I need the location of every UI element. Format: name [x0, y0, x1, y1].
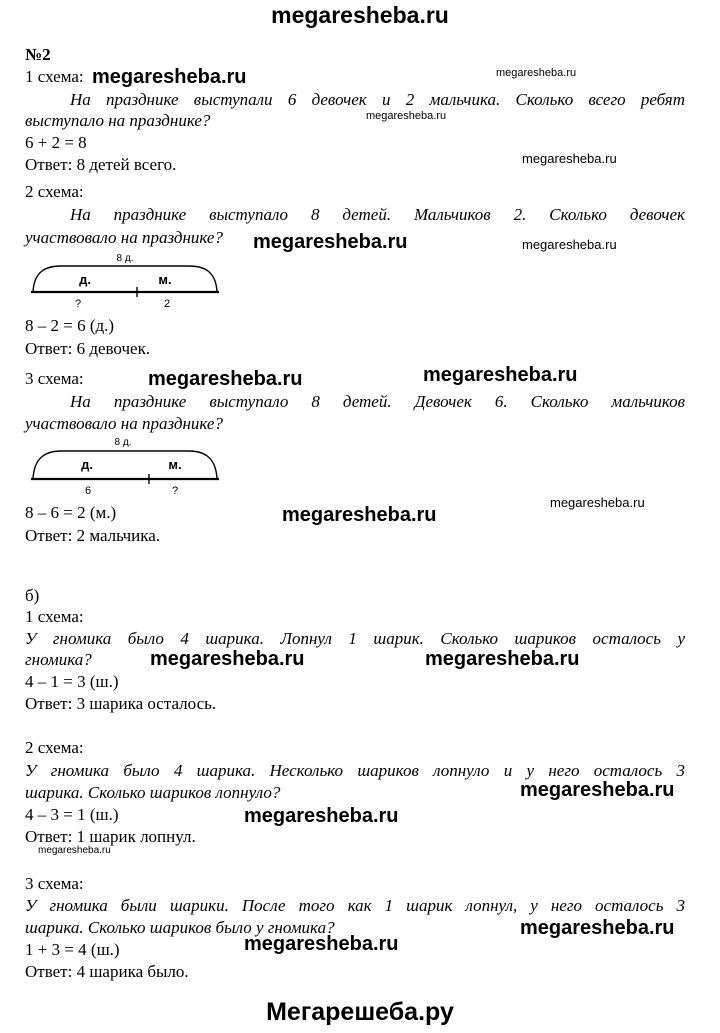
a-scheme2-problem-line2: участвовало на празднике?	[25, 228, 223, 247]
b-scheme1-equation: 4 – 1 = 3 (ш.)	[25, 672, 119, 691]
a-scheme2-equation: 8 – 2 = 6 (д.)	[25, 316, 115, 335]
a-scheme2-segment-diagram	[25, 250, 225, 314]
a-scheme3-answer: Ответ: 2 мальчика.	[25, 526, 161, 545]
watermark: megaresheba.ru	[92, 66, 247, 88]
b-scheme3-equation: 1 + 3 = 4 (ш.)	[25, 940, 120, 959]
b-scheme3-problem-line2: шарика. Сколько шариков было у гномика?	[25, 918, 335, 937]
watermark-small: megaresheba.ru	[496, 67, 577, 79]
a-scheme1-label: 1 схема:	[25, 67, 84, 86]
b-scheme2-label: 2 схема:	[25, 738, 84, 757]
b-scheme2-answer: Ответ: 1 шарик лопнул.	[25, 827, 196, 846]
a-scheme2-label: 2 схема:	[25, 182, 84, 201]
b-scheme3-label: 3 схема:	[25, 874, 84, 893]
a-scheme2-problem-line1: На празднике выступало 8 детей. Мальчиков 2. Сколько девочек	[70, 205, 685, 224]
watermark: megaresheba.ru	[282, 504, 437, 526]
watermark: megaresheba.ru	[150, 648, 305, 670]
a-scheme1-problem-line1: На празднике выступали 6 девочек и 2 мальчика. Сколько всего ребят	[70, 90, 685, 109]
a-scheme3-right-part-label: м.	[168, 457, 182, 472]
watermark-small: megaresheba.ru	[550, 495, 645, 510]
b-scheme1-answer: Ответ: 3 шарика осталось.	[25, 694, 217, 713]
a-scheme2-total-label: 8 д.	[116, 253, 134, 264]
a-scheme3-equation: 8 – 6 = 2 (м.)	[25, 503, 117, 522]
a-scheme3-right-value: ?	[171, 485, 179, 497]
a-scheme2-right-part-label: м.	[158, 272, 172, 287]
b-scheme2-problem-line2: шарика. Сколько шариков лопнуло?	[25, 783, 281, 802]
watermark: megaresheba.ru	[520, 779, 675, 801]
b-scheme2-problem-line1: У гномика было 4 шарика. Несколько шариков лопнуло и у него осталось 3	[25, 761, 685, 780]
task-number: №2	[25, 45, 51, 64]
a-scheme2-right-value: 2	[163, 298, 171, 310]
watermark: megaresheba.ru	[148, 368, 303, 390]
b-scheme1-label: 1 схема:	[25, 607, 84, 626]
a-scheme1-equation: 6 + 2 = 8	[25, 133, 87, 152]
watermark-small: megaresheba.ru	[522, 237, 617, 252]
watermark: megaresheba.ru	[253, 231, 408, 253]
b-scheme2-equation: 4 – 3 = 1 (ш.)	[25, 805, 119, 824]
a-scheme3-label: 3 схема:	[25, 369, 84, 388]
b-scheme1-problem-line1: У гномика было 4 шарика. Лопнул 1 шарик. Сколько шариков осталось у	[25, 629, 685, 648]
a-scheme2-answer: Ответ: 6 девочек.	[25, 339, 151, 358]
a-scheme3-total-arc	[33, 451, 217, 479]
a-scheme3-problem-line2: участвовало на празднике?	[25, 414, 223, 433]
watermark-small: megaresheba.ru	[522, 151, 617, 166]
watermark: megaresheba.ru	[423, 364, 578, 386]
footer-site-title: Мегарешеба.ру	[266, 998, 454, 1026]
a-scheme2-left-value: ?	[74, 298, 82, 310]
watermark-small: megaresheba.ru	[366, 110, 447, 122]
a-scheme3-total-label: 8 д.	[114, 437, 132, 448]
a-scheme1-answer: Ответ: 8 детей всего.	[25, 155, 177, 174]
b-scheme3-problem-line1: У гномика были шарики. После того как 1 шарик лопнул, у него осталось 3	[25, 896, 685, 915]
watermark: megaresheba.ru	[520, 917, 675, 939]
watermark: megaresheba.ru	[244, 805, 399, 827]
b-scheme3-answer: Ответ: 4 шарика было.	[25, 962, 189, 981]
a-scheme3-segment-diagram	[25, 434, 225, 498]
watermark: megaresheba.ru	[425, 648, 580, 670]
a-scheme3-problem-line1: На празднике выступало 8 детей. Девочек 6. Сколько мальчиков	[70, 392, 685, 411]
b-scheme1-problem-line2: гномика?	[25, 650, 92, 669]
a-scheme3-left-value: 6	[84, 485, 92, 497]
a-scheme1-problem-line2: выступало на празднике?	[25, 111, 211, 130]
watermark-small: megaresheba.ru	[38, 845, 111, 856]
header-site-title: megaresheba.ru	[271, 2, 449, 28]
a-scheme2-total-arc	[33, 266, 217, 292]
a-scheme2-left-part-label: д.	[79, 272, 91, 287]
a-scheme3-left-part-label: д.	[81, 457, 93, 472]
part-b-label: б)	[25, 586, 40, 605]
watermark: megaresheba.ru	[244, 933, 399, 955]
